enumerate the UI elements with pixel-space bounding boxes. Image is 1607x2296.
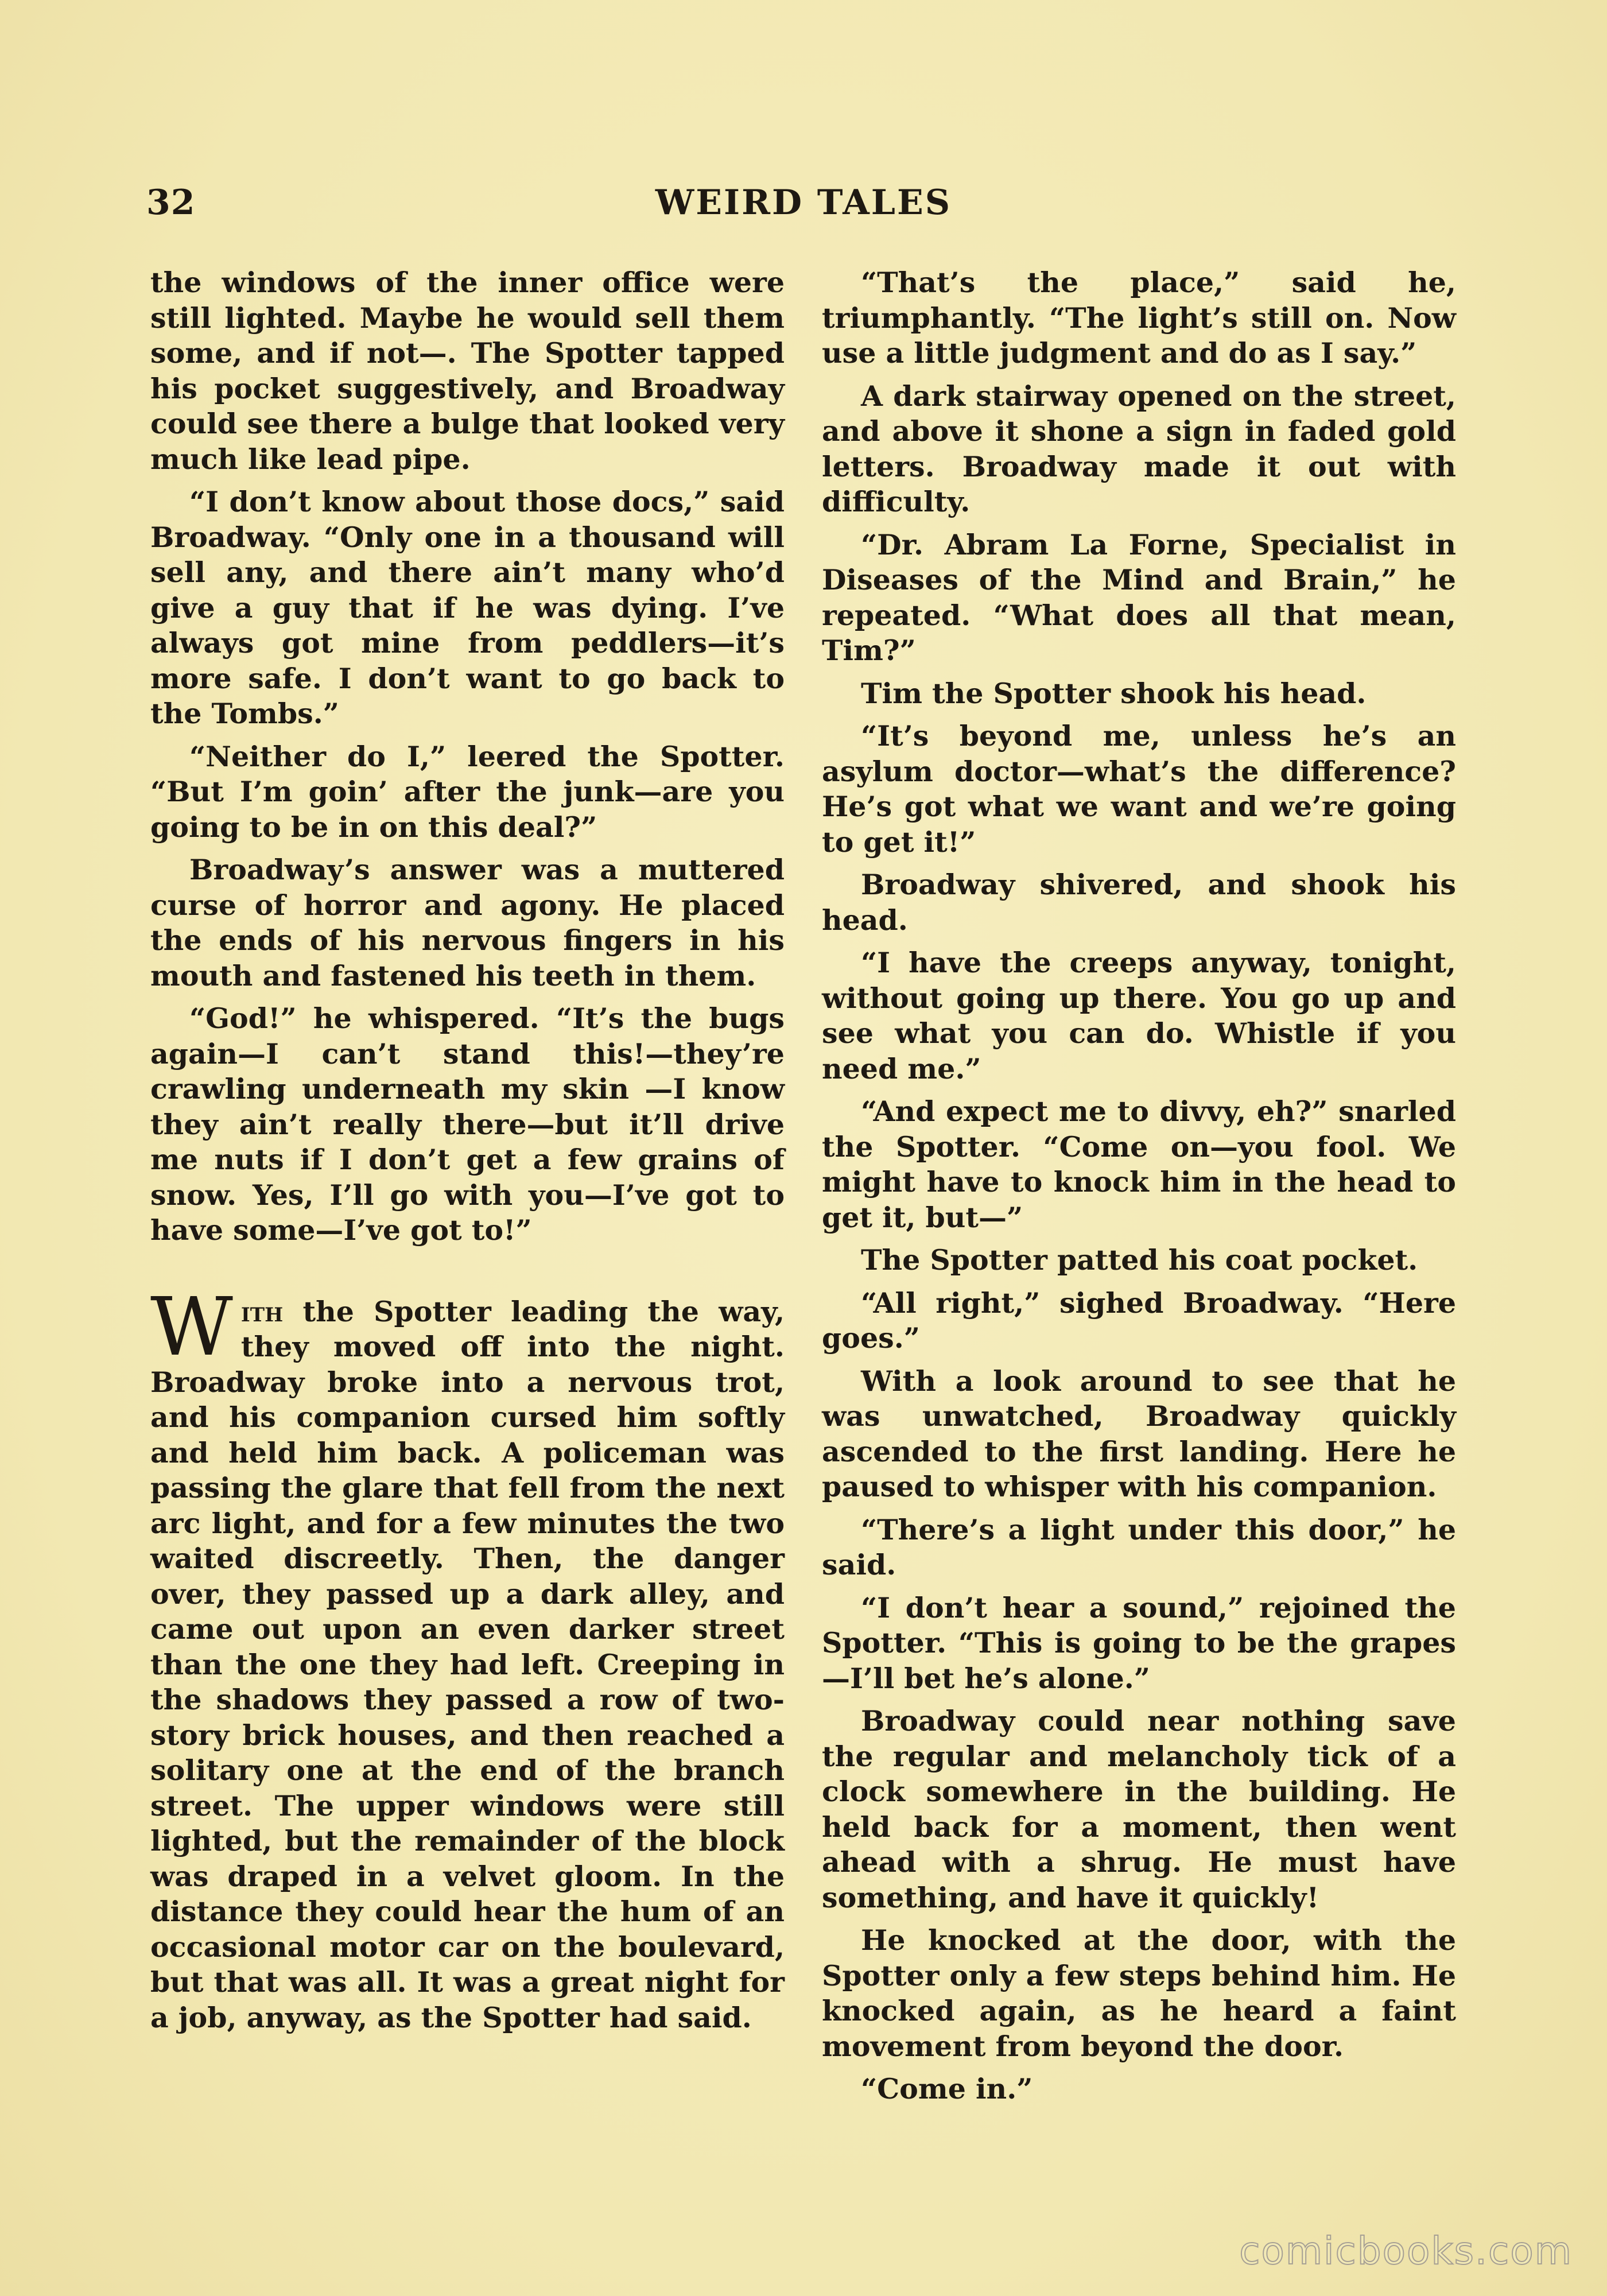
paragraph: Broadway shivered, and shook his head. [822,868,1456,937]
paragraph: “Neither do I,” leered the Spotter. “But I’m goin’ after the junk—are you going to be in on this deal?” [150,739,785,844]
section-opening-paragraph [150,1280,785,2036]
small-caps-lead: ith [240,1294,284,1328]
section-body-text: the Spotter leading the way, they moved off into the night. Broadway broke into a nervous trot, and his companion cursed him softly and held him back. A policeman was passing the glare that fell from the next arc light, and for a few minutes the two waited discreetly. Then, the danger over, they passed up a dark alley, and came out upon an even darker street than the one they had left. Creeping in the shadows they passed a row of two-story brick houses, and then reached a solitary one at the end of the branch street. The upper windows were still lighted, but the remainder of the block was draped in a velvet gloom. In the distance they could hear the hum of an occasional motor car on the boulevard, but that was all. It was a great night for a job, anyway, as the Spotter had said. [150,1294,785,2034]
paragraph: “God!” he whispered. “It’s the bugs again—I can’t stand this!—they’re crawling underneath my skin —I know they ain’t really there—but it’ll drive me nuts if I don’t get a few grains of snow. Yes, I’ll go with you—I’ve got to have some—I’ve got to!” [150,1002,785,1247]
paragraph: With a look around to see that he was unwatched, Broadway quickly ascended to the first landing. Here he paused to whisper with his companion. [822,1364,1456,1503]
paragraph: Broadway’s answer was a muttered curse of horror and agony. He placed the ends of his nervous fingers in his mouth and fastened his teeth in them. [150,853,785,992]
paragraph: “I have the creeps anyway, tonight, without going up there. You go up and see what you can do. Whistle if you need me.” [822,946,1456,1085]
magazine-title: WEIRD TALES [655,183,952,223]
paragraph: “All right,” sighed Broadway. “Here goes.” [822,1286,1456,1355]
paragraph: “That’s the place,” said he, triumphantly. “The light’s still on. Now use a little judgment and do as I say.” [822,266,1456,370]
paragraph: Broadway could near nothing save the regular and melancholy tick of a clock somewhere in the building. He held back for a moment, then went ahead with a shrug. He must have something, and have it quickly! [822,1704,1456,1914]
running-header [146,183,1461,223]
paragraph: Tim the Spotter shook his head. [861,676,1367,710]
paragraph: “I don’t hear a sound,” rejoined the Spotter. “This is going to be the grapes—I’ll bet he’s alone.” [822,1591,1456,1695]
right-column [822,265,1456,2115]
paragraph: A dark stairway opened on the street, and above it shone a sign in faded gold letters. Broadway made it out with difficulty. [822,379,1456,518]
paragraph: He knocked at the door, with the Spotter only a few steps behind him. He knocked again, as he heard a faint movement from beyond the door. [822,1923,1456,2063]
paragraph: “I don’t know about those docs,” said Broadway. “Only one in a thousand will sell any, and there ain’t many who’d give a guy that if he was dying. I’ve always got mine from peddlers—it’s more safe. I don’t want to go back to the Tombs.” [150,485,785,730]
continued-paragraph: the windows of the inner office were still lighted. Maybe he would sell them some, and if not—. The Spotter tapped his pocket suggestively, and Broadway could see there a bulge that looked very much like lead pipe. [150,266,785,476]
paragraph: “Dr. Abram La Forne, Specialist in Diseases of the Mind and Brain,” he repeated. “What does all that mean, Tim?” [822,528,1456,667]
drop-cap: W [150,1280,233,1374]
site-watermark: comicbooks.com [1239,2229,1573,2273]
paragraph: “It’s beyond me, unless he’s an asylum doctor—what’s the difference? He’s got what we want and we’re going to get it!” [822,719,1456,859]
page-number: 32 [146,183,196,223]
paragraph: “There’s a light under this door,” he said. [822,1512,1456,1581]
paragraph: “And expect me to divvy, eh?” snarled the Spotter. “Come on—you fool. We might have to knock him in the head to get it, but—” [822,1095,1456,1234]
paragraph: “Come in.” [861,2072,1033,2105]
paragraph: The Spotter patted his coat pocket. [861,1243,1418,1277]
left-column [150,265,785,2043]
